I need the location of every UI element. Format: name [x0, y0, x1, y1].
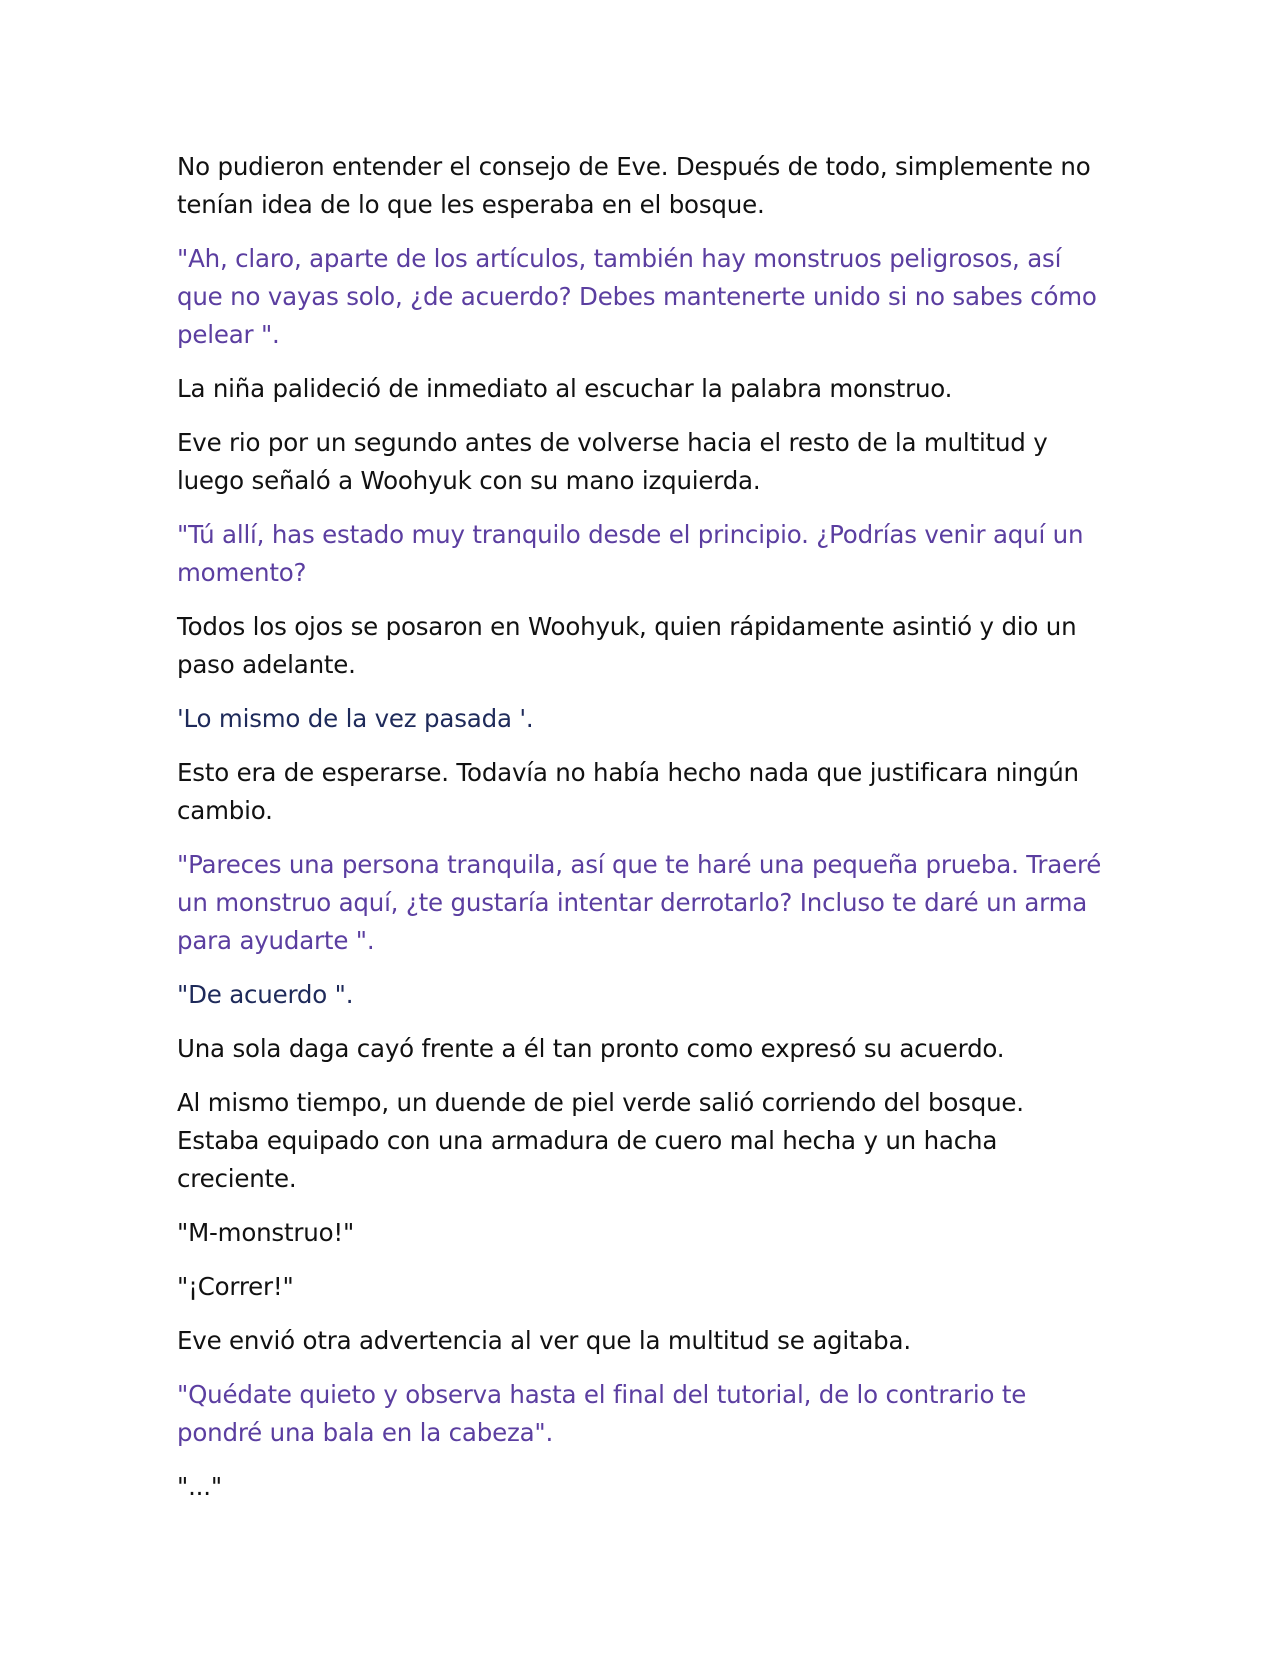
paragraph-narration: Al mismo tiempo, un duende de piel verde salió corriendo del bosque. Estaba equipado con una armadura de cuero mal hecha y un hacha creciente.	[177, 1088, 1024, 1193]
paragraph-dialogue-eve: "Quédate quieto y observa hasta el final del tutorial, de lo contrario te pondré una bala en la cabeza".	[177, 1380, 1027, 1447]
paragraph-narration: Una sola daga cayó frente a él tan pronto como expresó su acuerdo.	[177, 1034, 1005, 1063]
paragraph-narration: Esto era de esperarse. Todavía no había hecho nada que justificara ningún cambio.	[177, 758, 1079, 825]
paragraph-dialogue-crowd: "M-monstruo!"	[177, 1218, 355, 1247]
paragraph-dialogue-woohyuk: "De acuerdo ".	[177, 980, 354, 1009]
paragraph-dialogue-eve: "Pareces una persona tranquila, así que te haré una pequeña prueba. Traeré un monstruo aquí, ¿te gustaría intentar derrotarlo? Incluso te daré un arma para ayudarte ".	[177, 850, 1102, 955]
paragraph-thought-woohyuk: 'Lo mismo de la vez pasada '.	[177, 704, 534, 733]
paragraph-narration: Todos los ojos se posaron en Woohyuk, quien rápidamente asintió y dio un paso adelante.	[177, 612, 1077, 679]
paragraph-narration: No pudieron entender el consejo de Eve. Después de todo, simplemente no tenían idea de lo que les esperaba en el bosque.	[177, 152, 1091, 219]
paragraph-narration: Eve rio por un segundo antes de volverse hacia el resto de la multitud y luego señaló a Woohyuk con su mano izquierda.	[177, 428, 1048, 495]
paragraph-narration: La niña palideció de inmediato al escuchar la palabra monstruo.	[177, 374, 953, 403]
paragraph-dialogue-eve: "Tú allí, has estado muy tranquilo desde el principio. ¿Podrías venir aquí un momento?	[177, 520, 1084, 587]
paragraph-dialogue-crowd: "¡Correr!"	[177, 1272, 294, 1301]
paragraph-narration: Eve envió otra advertencia al ver que la multitud se agitaba.	[177, 1326, 911, 1355]
paragraph-dialogue-silence: "..."	[177, 1472, 222, 1501]
paragraph-dialogue-eve: "Ah, claro, aparte de los artículos, también hay monstruos peligrosos, así que no vayas solo, ¿de acuerdo? Debes mantenerte unido si no sabes cómo pelear ".	[177, 244, 1097, 349]
document-body	[177, 148, 1107, 1522]
